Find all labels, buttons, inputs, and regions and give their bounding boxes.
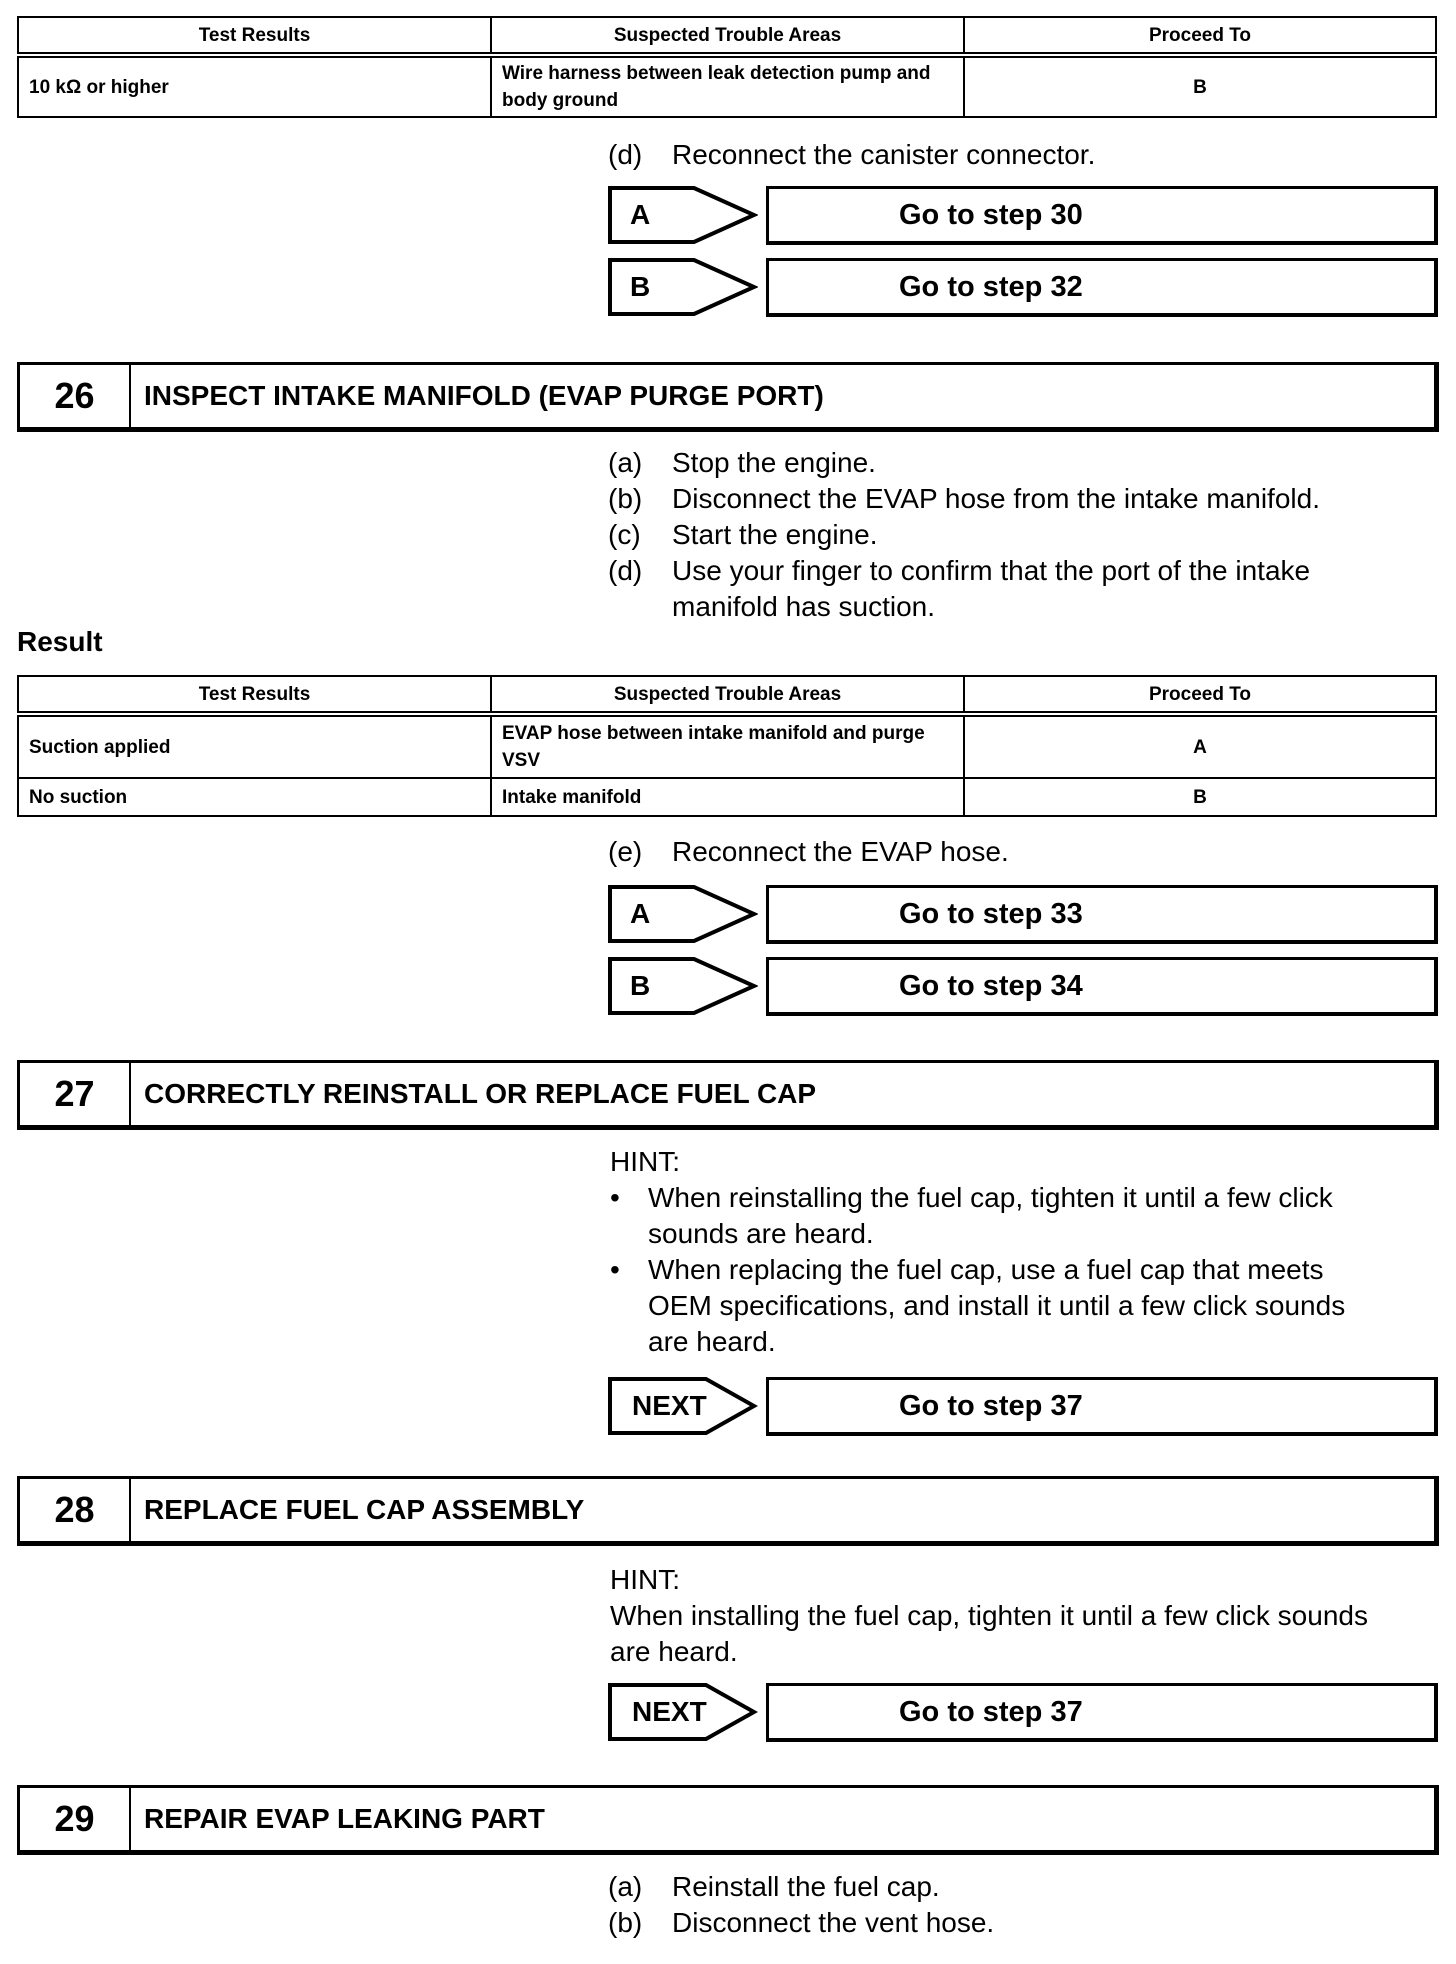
next-tag: NEXT xyxy=(608,1683,758,1741)
instruction-line: (c) Start the engine. xyxy=(608,519,878,550)
result-label: Result xyxy=(17,626,103,657)
step-header-26 xyxy=(17,362,1439,432)
branch-tag-b: B xyxy=(608,258,758,316)
step-header-28 xyxy=(17,1476,1439,1546)
cell-proceed: A xyxy=(964,714,1436,778)
step-title: INSPECT INTAKE MANIFOLD (EVAP PURGE PORT) xyxy=(144,380,824,411)
step-title: REPLACE FUEL CAP ASSEMBLY xyxy=(144,1494,585,1525)
table-header-row xyxy=(18,17,1436,55)
instruction-line xyxy=(608,137,1095,173)
step-number: 27 xyxy=(20,1063,131,1125)
cell-proceed: B xyxy=(964,778,1436,816)
table-row xyxy=(18,714,1436,778)
branch-tag-b: B xyxy=(608,957,758,1015)
col-header-trouble-areas: Suspected Trouble Areas xyxy=(491,17,964,55)
step-header-29 xyxy=(17,1785,1439,1855)
table-row xyxy=(18,55,1436,117)
bullet-icon: • xyxy=(610,1182,620,1213)
branch-tag-a: A xyxy=(608,186,758,244)
instruction-line: (a) Reinstall the fuel cap. xyxy=(608,1871,940,1902)
next-tag: NEXT xyxy=(608,1377,758,1435)
instruction-line: (b) Disconnect the vent hose. xyxy=(608,1907,995,1938)
cell-proceed: B xyxy=(964,55,1436,117)
col-header-trouble-areas: Suspected Trouble Areas xyxy=(491,676,964,714)
col-header-proceed-to: Proceed To xyxy=(964,17,1436,55)
step-number: 26 xyxy=(20,365,131,427)
instruction-label: (d) xyxy=(608,139,643,170)
cell-area: Intake manifold xyxy=(491,778,964,816)
result-table-top xyxy=(17,16,1437,118)
step-title: REPAIR EVAP LEAKING PART xyxy=(144,1803,545,1834)
instruction-text: Reconnect the canister connector. xyxy=(672,139,1096,170)
cell-area: EVAP hose between intake manifold and purge VSV xyxy=(491,714,964,778)
col-header-test-results: Test Results xyxy=(18,676,491,714)
hint-label: HINT: xyxy=(610,1146,680,1177)
goto-step-33-link[interactable]: Go to step 33 xyxy=(766,885,1438,944)
instruction-line: (a) Stop the engine. xyxy=(608,447,876,478)
step-number: 28 xyxy=(20,1479,131,1541)
table-row xyxy=(18,778,1436,816)
hint-text: When installing the fuel cap, tighten it until a few click sounds are heard. xyxy=(610,1600,1368,1667)
hint-label: HINT: xyxy=(610,1564,680,1595)
goto-step-37-link[interactable]: Go to step 37 xyxy=(766,1377,1438,1436)
bullet-icon: • xyxy=(610,1254,620,1285)
instruction-line: (e) Reconnect the EVAP hose. xyxy=(608,836,1009,867)
cell-result: 10 kΩ or higher xyxy=(18,55,491,117)
goto-step-37-link[interactable]: Go to step 37 xyxy=(766,1683,1438,1742)
result-table-26 xyxy=(17,675,1437,817)
col-header-test-results: Test Results xyxy=(18,17,491,55)
branch-tag-a: A xyxy=(608,885,758,943)
step-title: CORRECTLY REINSTALL OR REPLACE FUEL CAP xyxy=(144,1078,817,1109)
cell-result: Suction applied xyxy=(18,714,491,778)
goto-step-32-link[interactable]: Go to step 32 xyxy=(766,258,1438,317)
instruction-line: (b) Disconnect the EVAP hose from the intake manifold. xyxy=(608,483,1320,514)
goto-step-30-link[interactable]: Go to step 30 xyxy=(766,186,1438,245)
cell-result: No suction xyxy=(18,778,491,816)
instruction-line-continued: manifold has suction. xyxy=(672,591,936,622)
table-header-row xyxy=(18,676,1436,714)
col-header-proceed-to: Proceed To xyxy=(964,676,1436,714)
instruction-line: (d) Use your finger to confirm that the port of the intake xyxy=(608,555,1311,586)
step-number: 29 xyxy=(20,1788,131,1850)
cell-area: Wire harness between leak detection pump and body ground xyxy=(491,55,964,117)
step-header-27 xyxy=(17,1060,1439,1130)
goto-step-34-link[interactable]: Go to step 34 xyxy=(766,957,1438,1016)
